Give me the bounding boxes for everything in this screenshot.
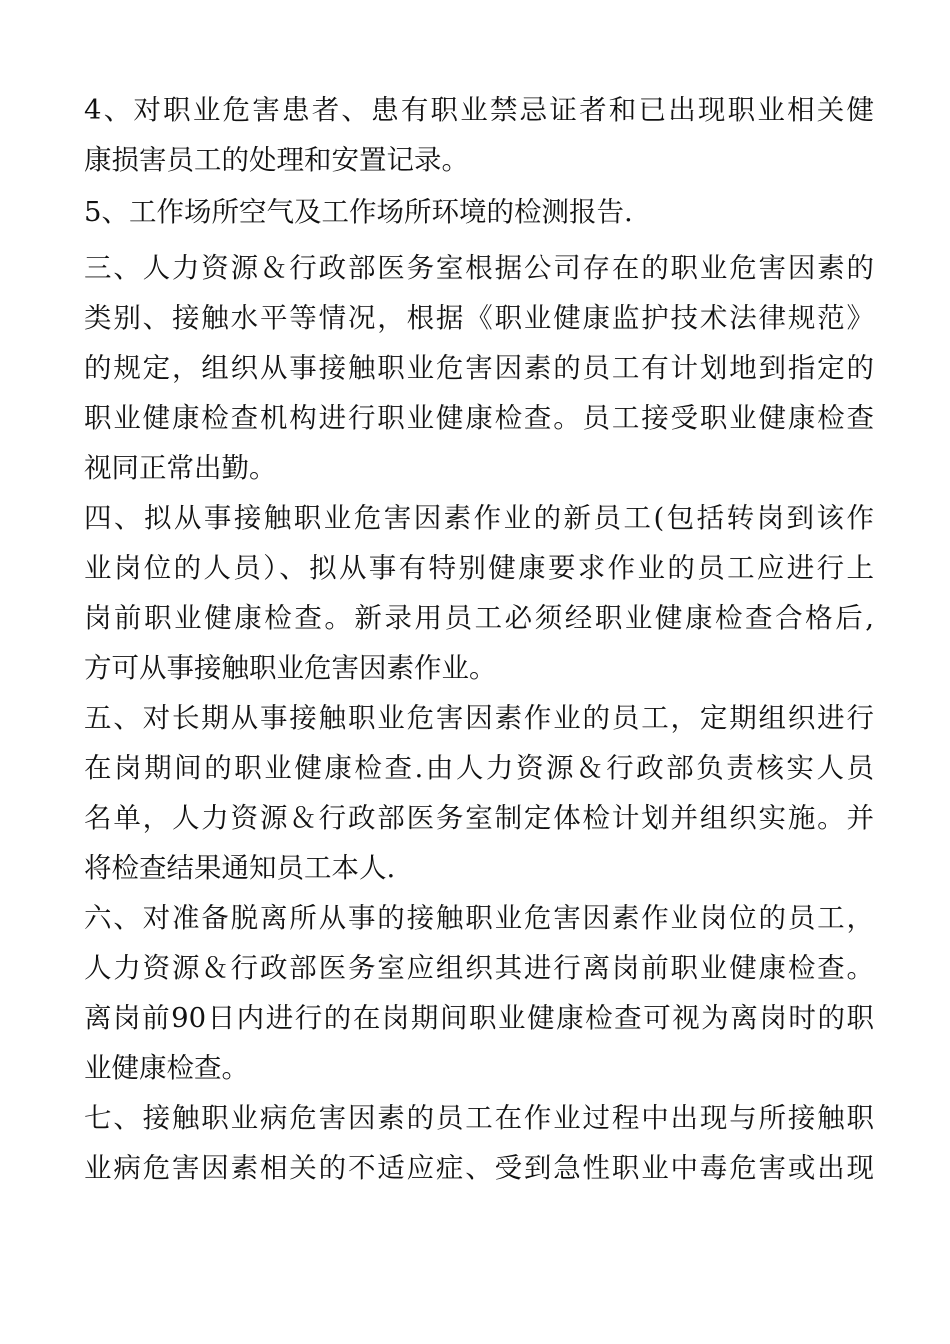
text-line: 五、对长期从事接触职业危害因素作业的员工，定期组织进行 xyxy=(84,702,874,734)
text-line: 名单，人力资源＆行政部医务室制定体检计划并组织实施。并 xyxy=(84,802,874,834)
text-line: 离岗前90日内进行的在岗期间职业健康检查可视为离岗时的职 xyxy=(84,1002,874,1034)
text-line: 七、接触职业病危害因素的员工在作业过程中出现与所接触职 xyxy=(84,1102,874,1134)
text-line: 岗前职业健康检查。新录用员工必须经职业健康检查合格后, xyxy=(84,602,874,634)
text-line: 在岗期间的职业健康检查.由人力资源＆行政部负责核实人员 xyxy=(84,752,874,784)
text-line: 人力资源＆行政部医务室应组织其进行离岗前职业健康检查。 xyxy=(84,952,874,984)
text-line: 六、对准备脱离所从事的接触职业危害因素作业岗位的员工， xyxy=(84,902,874,934)
text-line: 职业健康检查机构进行职业健康检查。员工接受职业健康检查 xyxy=(84,402,874,434)
text-line: 视同正常出勤。 xyxy=(84,452,277,484)
text-line: 业岗位的人员）、拟从事有特别健康要求作业的员工应进行上 xyxy=(84,552,874,584)
text-line: 4、对职业危害患者、患有职业禁忌证者和已出现职业相关健 xyxy=(84,94,874,126)
text-line: 业病危害因素相关的不适应症、受到急性职业中毒危害或出现 xyxy=(84,1152,874,1184)
text-line: 类别、接触水平等情况，根据《职业健康监护技术法律规范》 xyxy=(84,302,874,334)
text-line: 业健康检查。 xyxy=(84,1052,249,1084)
text-line: 的规定，组织从事接触职业危害因素的员工有计划地到指定的 xyxy=(84,352,874,384)
text-line: 5、工作场所空气及工作场所环境的检测报告. xyxy=(84,196,633,228)
text-line: 四、拟从事接触职业危害因素作业的新员工(包括转岗到该作 xyxy=(84,502,874,534)
text-line: 将检查结果通知员工本人. xyxy=(84,852,396,884)
text-line: 三、人力资源＆行政部医务室根据公司存在的职业危害因素的 xyxy=(84,252,874,284)
text-line: 方可从事接触职业危害因素作业。 xyxy=(84,652,497,684)
text-line: 康损害员工的处理和安置记录。 xyxy=(84,144,469,176)
